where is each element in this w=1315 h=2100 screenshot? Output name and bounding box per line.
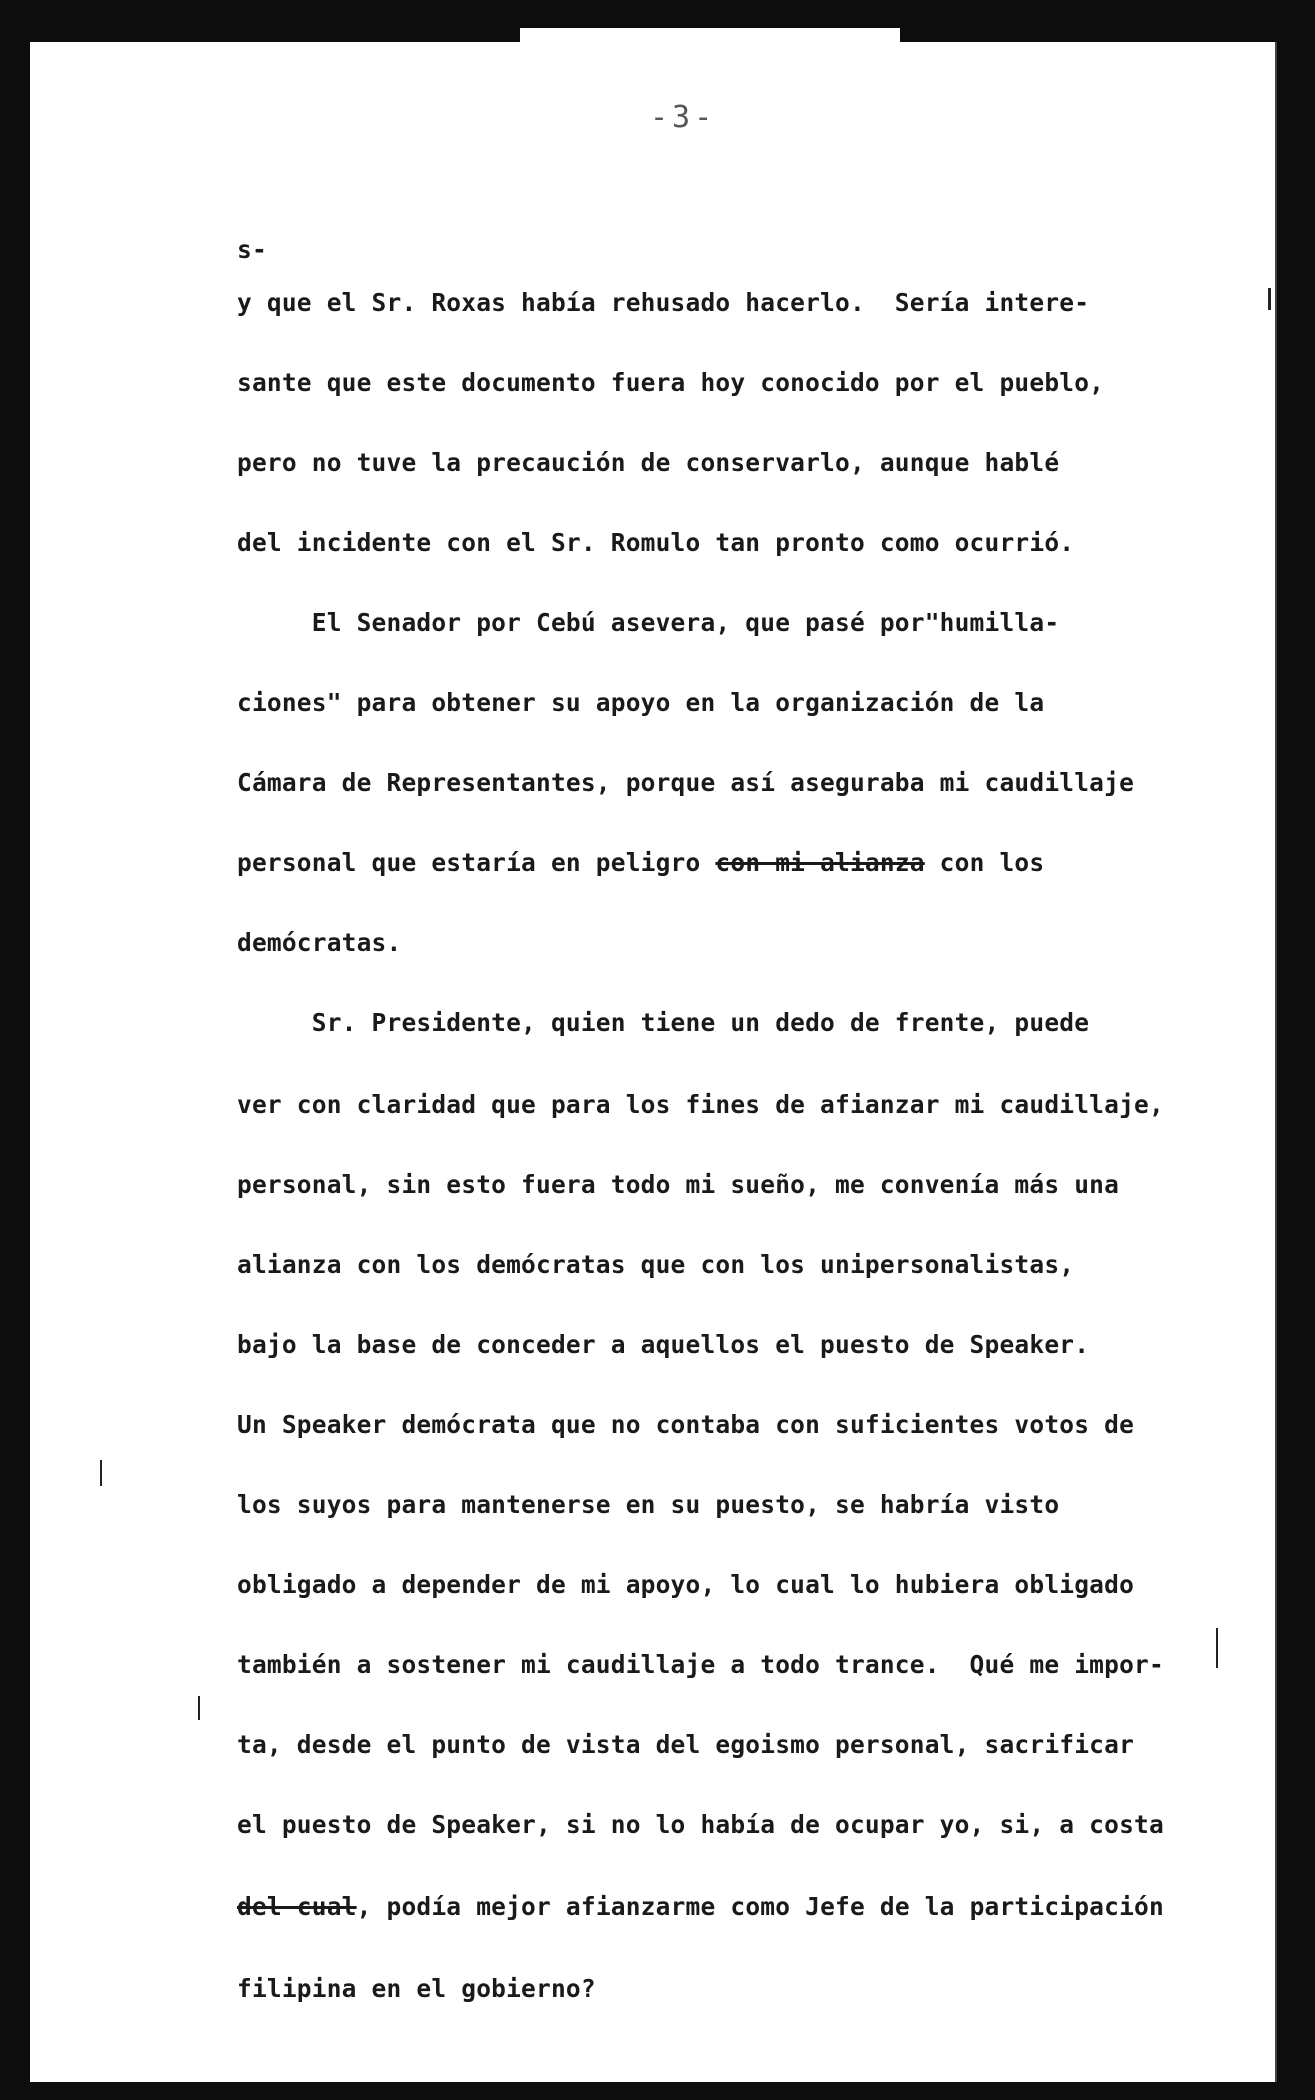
text-line: Cámara de Representantes, porque así aseguraba mi caudillaje xyxy=(237,768,1135,797)
text-line: y que el Sr. Roxas había rehusado hacerlo. Sería intere- xyxy=(237,288,1090,317)
continuation-marker: s- xyxy=(237,235,267,264)
text-line: bajo la base de conceder a aquellos el puesto de Speaker. xyxy=(237,1330,1090,1359)
page-number: -3- xyxy=(650,100,717,135)
text-line: ta, desde el punto de vista del egoismo personal, sacrificar xyxy=(237,1730,1135,1759)
text-line: el puesto de Speaker, si no lo había de ocupar yo, si, a costa xyxy=(237,1810,1164,1839)
margin-mark xyxy=(198,1696,200,1720)
struck-text: con mi alianza xyxy=(715,848,925,877)
text-line: Sr. Presidente, quien tiene un dedo de frente, puede xyxy=(237,1008,1090,1037)
text-segment: personal que estaría en peligro xyxy=(237,848,716,877)
text-line: personal, sin esto fuera todo mi sueño, me convenía más una xyxy=(237,1170,1120,1199)
text-line: los suyos para mantenerse en su puesto, se habría visto xyxy=(237,1490,1060,1519)
text-line: Un Speaker demócrata que no contaba con suficientes votos de xyxy=(237,1410,1135,1439)
text-line: ver con claridad que para los fines de afianzar mi caudillaje, xyxy=(237,1090,1164,1119)
text-line: sante que este documento fuera hoy conocido por el pueblo, xyxy=(237,368,1105,397)
typed-text-body xyxy=(237,0,1217,2003)
text-line: también a sostener mi caudillaje a todo trance. Qué me impor- xyxy=(237,1650,1164,1679)
text-line: filipina en el gobierno? xyxy=(237,1974,596,2003)
text-line: El Senador por Cebú asevera, que pasé por"humilla- xyxy=(237,608,1060,637)
text-line: del incidente con el Sr. Romulo tan pronto como ocurrió. xyxy=(237,528,1075,557)
text-line: obligado a depender de mi apoyo, lo cual lo hubiera obligado xyxy=(237,1570,1135,1599)
text-line: ciones" para obtener su apoyo en la organización de la xyxy=(237,688,1045,717)
margin-mark xyxy=(1268,288,1271,310)
text-line: pero no tuve la precaución de conservarlo, aunque hablé xyxy=(237,448,1060,477)
struck-text: del cual xyxy=(237,1892,357,1921)
text-line xyxy=(237,846,1044,880)
text-segment: , podía mejor afianzarme como Jefe de la participación xyxy=(356,1892,1164,1921)
text-line: demócratas. xyxy=(237,928,402,957)
text-segment: con los xyxy=(924,848,1045,877)
margin-mark xyxy=(1216,1628,1218,1668)
text-line xyxy=(237,1890,1164,1924)
margin-mark xyxy=(100,1460,102,1486)
text-line: alianza con los demócratas que con los unipersonalistas, xyxy=(237,1250,1075,1279)
